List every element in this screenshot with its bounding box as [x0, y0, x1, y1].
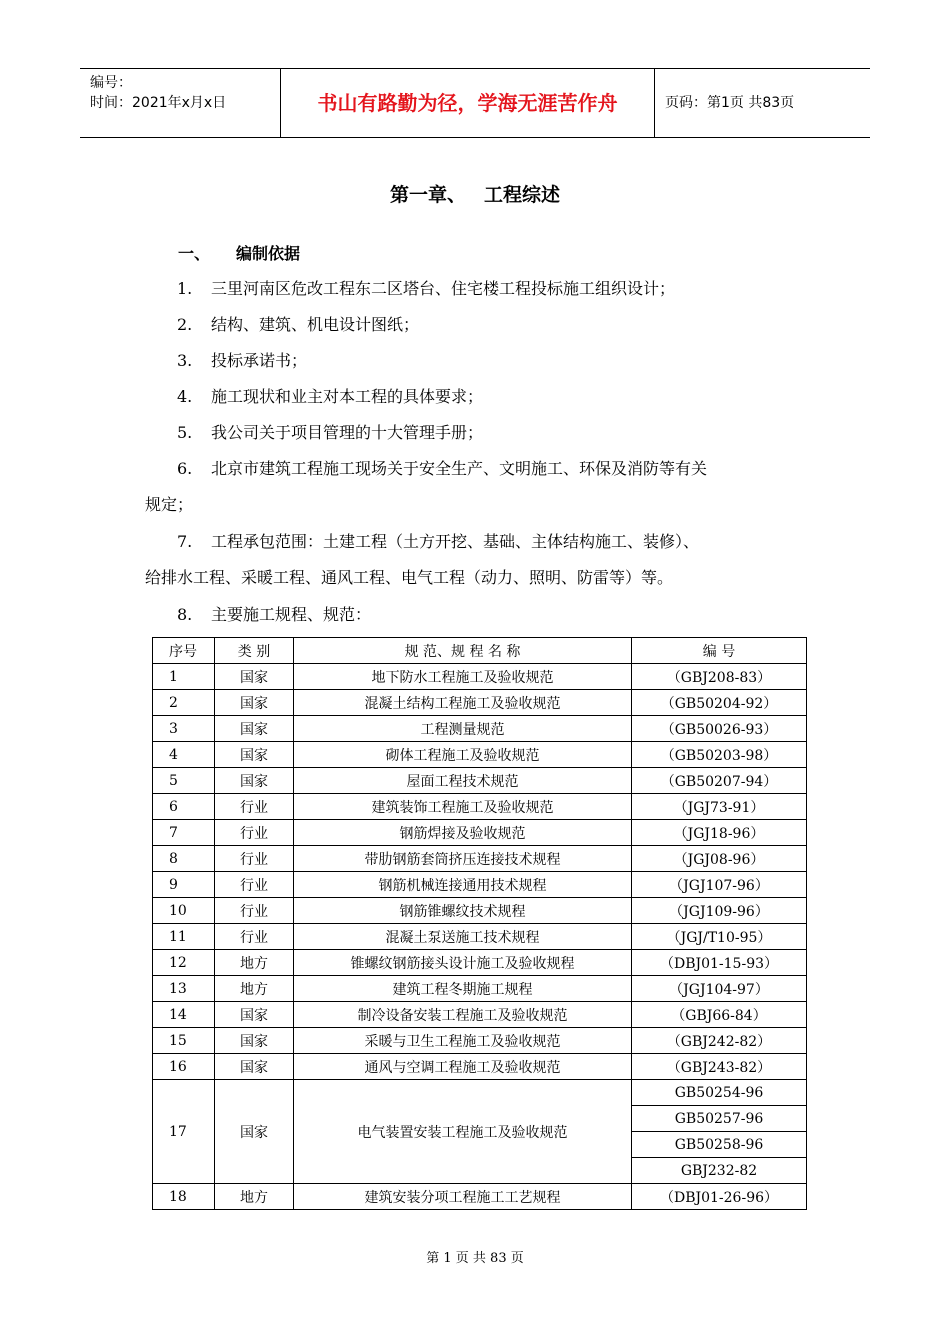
- table-row: [153, 1080, 807, 1106]
- cell-category: 国家: [215, 690, 294, 716]
- cell-code: （JGJ107-96）: [632, 872, 807, 898]
- cell-category: 国家: [215, 716, 294, 742]
- cell-name: 混凝土结构工程施工及验收规范: [294, 690, 632, 716]
- specification-table: [152, 637, 807, 1210]
- cell-name: 工程测量规范: [294, 716, 632, 742]
- cell-name: 地下防水工程施工及验收规范: [294, 664, 632, 690]
- list-item: 6. 北京市建筑工程施工现场关于安全生产、文明施工、环保及消防等有关 规定；: [145, 459, 708, 514]
- table-row: [153, 1002, 807, 1028]
- list-item: 8. 主要施工规程、规范：: [177, 605, 372, 624]
- table-row: [153, 846, 807, 872]
- cell-name: 建筑装饰工程施工及验收规范: [294, 794, 632, 820]
- cell-name: 锥螺纹钢筋接头设计施工及验收规程: [294, 950, 632, 976]
- cell-category: 国家: [215, 1054, 294, 1080]
- cell-code: （JGJ109-96）: [632, 898, 807, 924]
- list-item: 1. 三里河南区危改工程东二区塔台、住宅楼工程投标施工组织设计；: [177, 279, 676, 298]
- cell-name: 制冷设备安装工程施工及验收规范: [294, 1002, 632, 1028]
- cell-category: 地方: [215, 976, 294, 1002]
- cell-name: 电气装置安装工程施工及验收规范: [294, 1080, 632, 1184]
- table-row: [153, 820, 807, 846]
- cell-seq: 2: [153, 690, 215, 716]
- section-heading: [178, 241, 300, 264]
- cell-category: 国家: [215, 1002, 294, 1028]
- chapter-number: 第一章、: [389, 184, 466, 206]
- col-header-category: 类 别: [215, 638, 294, 664]
- cell-code: （JGJ104-97）: [632, 976, 807, 1002]
- cell-code: （GB50026-93）: [632, 716, 807, 742]
- cell-seq: 3: [153, 716, 215, 742]
- cell-seq: 12: [153, 950, 215, 976]
- cell-category: 行业: [215, 924, 294, 950]
- list-item: 4. 施工现状和业主对本工程的具体要求；: [177, 387, 484, 406]
- table-row: [153, 742, 807, 768]
- header-page-info: 页码：第1页 共83页: [665, 95, 795, 111]
- list-item: 7. 工程承包范围：土建工程（土方开挖、基础、主体结构施工、装修）、 给排水工程、采暖工程、通风工程、电气工程（动力、照明、防雷等）等。: [145, 532, 700, 587]
- cell-seq: 4: [153, 742, 215, 768]
- cell-name: 钢筋机械连接通用技术规程: [294, 872, 632, 898]
- section-title: 编制依据: [236, 244, 301, 263]
- list-item: 2. 结构、建筑、机电设计图纸；: [177, 315, 420, 334]
- cell-code: （JGJ08-96）: [632, 846, 807, 872]
- page-header: [80, 68, 870, 138]
- header-number-label: 编号：: [90, 75, 132, 91]
- cell-category: 行业: [215, 820, 294, 846]
- table-row: [153, 794, 807, 820]
- cell-code: （GB50203-98）: [632, 742, 807, 768]
- cell-code: （GB50207-94）: [632, 768, 807, 794]
- table-row: [153, 950, 807, 976]
- table-row: [153, 768, 807, 794]
- table-row: [153, 664, 807, 690]
- cell-name: 采暖与卫生工程施工及验收规范: [294, 1028, 632, 1054]
- cell-category: 行业: [215, 872, 294, 898]
- cell-seq: 16: [153, 1054, 215, 1080]
- cell-seq: 6: [153, 794, 215, 820]
- col-header-code: 编 号: [632, 638, 807, 664]
- header-time-label: 时间：2021年x月x日: [90, 95, 227, 111]
- cell-code: （GBJ242-82）: [632, 1028, 807, 1054]
- cell-seq: 8: [153, 846, 215, 872]
- list-item: 3. 投标承诺书；: [177, 351, 308, 370]
- cell-seq: 15: [153, 1028, 215, 1054]
- table-row: [153, 898, 807, 924]
- cell-code: （JGJ/T10-95）: [632, 924, 807, 950]
- section-number: 一、: [178, 244, 211, 263]
- table-row: [153, 976, 807, 1002]
- table-row: [153, 924, 807, 950]
- cell-name: 钢筋锥螺纹技术规程: [294, 898, 632, 924]
- cell-name: 屋面工程技术规范: [294, 768, 632, 794]
- col-header-name: 规 范、规 程 名 称: [294, 638, 632, 664]
- table-row: [153, 1184, 807, 1210]
- cell-category: 国家: [215, 1080, 294, 1184]
- cell-seq: 13: [153, 976, 215, 1002]
- page-footer: 第 1 页 共 83 页: [426, 1251, 524, 1266]
- cell-seq: 17: [153, 1080, 215, 1184]
- cell-seq: 9: [153, 872, 215, 898]
- cell-seq: 11: [153, 924, 215, 950]
- cell-seq: 18: [153, 1184, 215, 1210]
- cell-seq: 7: [153, 820, 215, 846]
- cell-code: GB50254-96: [632, 1080, 807, 1106]
- cell-code: GB50258-96: [632, 1132, 807, 1158]
- cell-code: （GBJ208-83）: [632, 664, 807, 690]
- cell-name: 砌体工程施工及验收规范: [294, 742, 632, 768]
- cell-code: （GBJ243-82）: [632, 1054, 807, 1080]
- cell-name: 建筑安装分项工程施工工艺规程: [294, 1184, 632, 1210]
- table-header-row: [153, 638, 807, 664]
- cell-code: （GB50204-92）: [632, 690, 807, 716]
- table-row: [153, 690, 807, 716]
- cell-category: 国家: [215, 1028, 294, 1054]
- cell-category: 地方: [215, 1184, 294, 1210]
- cell-category: 行业: [215, 794, 294, 820]
- table-row: [153, 1054, 807, 1080]
- header-motto: 书山有路勤为径，学海无涯苦作舟: [281, 69, 655, 137]
- cell-code: GB50257-96: [632, 1106, 807, 1132]
- cell-code: （DBJ01-26-96）: [632, 1184, 807, 1210]
- cell-category: 地方: [215, 950, 294, 976]
- cell-seq: 14: [153, 1002, 215, 1028]
- cell-category: 国家: [215, 664, 294, 690]
- table-row: [153, 872, 807, 898]
- cell-seq: 5: [153, 768, 215, 794]
- cell-seq: 10: [153, 898, 215, 924]
- list-item: 5. 我公司关于项目管理的十大管理手册；: [177, 423, 484, 442]
- table-row: [153, 716, 807, 742]
- cell-name: 混凝土泵送施工技术规程: [294, 924, 632, 950]
- cell-name: 通风与空调工程施工及验收规范: [294, 1054, 632, 1080]
- chapter-title: [0, 180, 950, 207]
- cell-category: 行业: [215, 898, 294, 924]
- cell-code: （DBJ01-15-93）: [632, 950, 807, 976]
- cell-code: （JGJ73-91）: [632, 794, 807, 820]
- cell-category: 国家: [215, 768, 294, 794]
- cell-code: （GBJ66-84）: [632, 1002, 807, 1028]
- cell-name: 钢筋焊接及验收规范: [294, 820, 632, 846]
- cell-category: 国家: [215, 742, 294, 768]
- cell-code: （JGJ18-96）: [632, 820, 807, 846]
- chapter-name: 工程综述: [484, 184, 561, 206]
- cell-name: 建筑工程冬期施工规程: [294, 976, 632, 1002]
- cell-seq: 1: [153, 664, 215, 690]
- cell-name: 带肋钢筋套筒挤压连接技术规程: [294, 846, 632, 872]
- cell-category: 行业: [215, 846, 294, 872]
- header-meta: [80, 69, 281, 137]
- col-header-seq: 序号: [153, 638, 215, 664]
- cell-code: GBJ232-82: [632, 1158, 807, 1184]
- table-row: [153, 1028, 807, 1054]
